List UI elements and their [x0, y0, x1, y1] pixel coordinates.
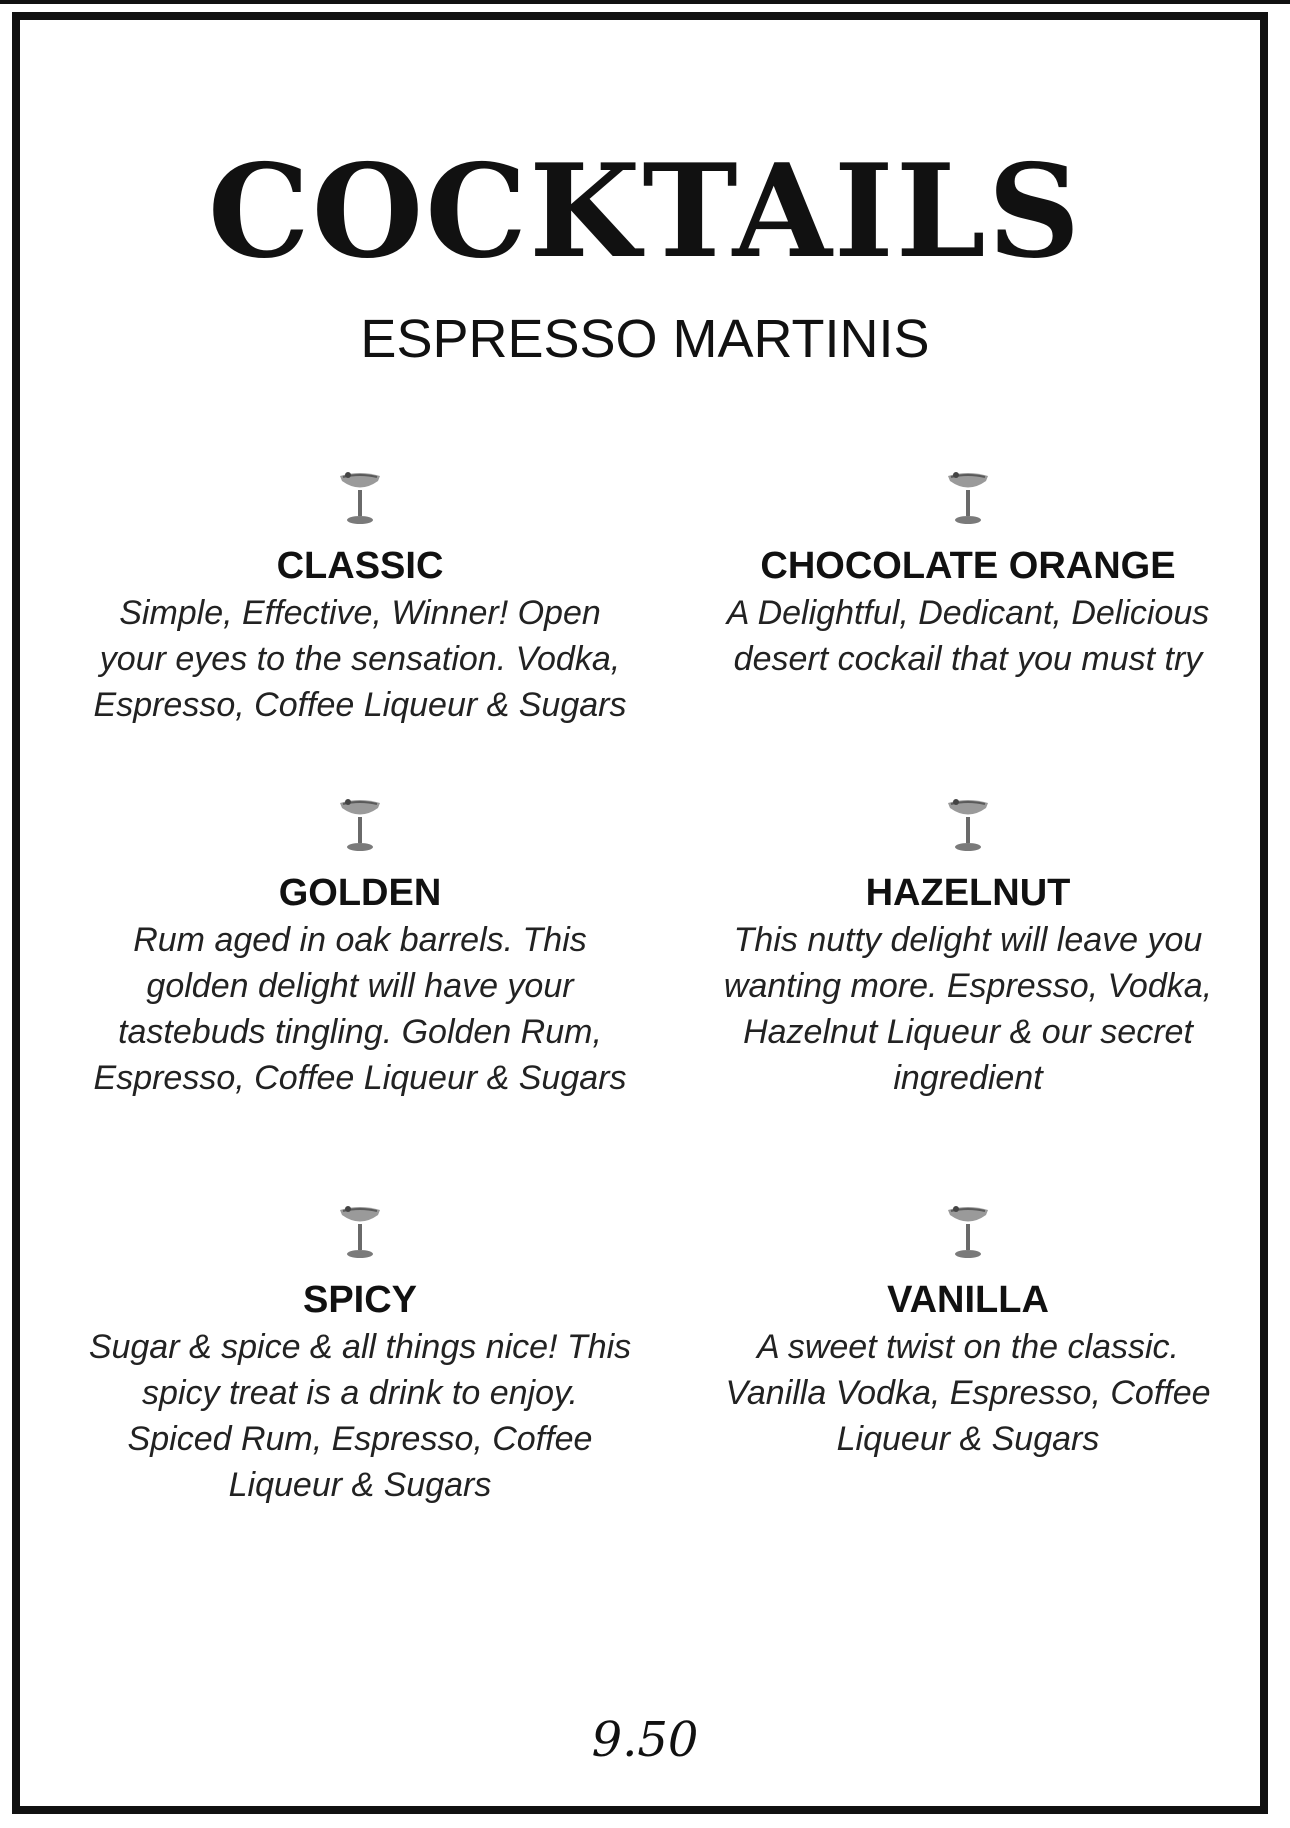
menu-item-vanilla: [668, 1202, 1268, 1462]
martini-glass-icon: [942, 1202, 994, 1264]
martini-glass-icon: [334, 795, 386, 857]
menu-item-spicy: [60, 1202, 660, 1508]
menu-item-description: This nutty delight will leave you wanting more. Espresso, Vodka, Hazelnut Liqueur & our secret ingredient: [723, 921, 1213, 1097]
martini-glass-icon: [334, 1202, 386, 1264]
menu-item-description: Rum aged in oak barrels. This golden delight will have your tastebuds tingling. Golden Rum, Espresso, Coffee Liqueur & Sugars: [93, 921, 627, 1097]
menu-item-name: VANILLA: [887, 1279, 1049, 1321]
top-rule: [0, 0, 1290, 4]
martini-glass-icon: [334, 468, 386, 530]
menu-item-description: A Delightful, Dedicant, Delicious desert cockail that you must try: [726, 594, 1210, 678]
menu-item-name: GOLDEN: [278, 872, 442, 914]
martini-glass-icon: [942, 468, 994, 530]
menu-price: 9.50: [591, 1712, 699, 1768]
menu-subtitle: ESPRESSO MARTINIS: [360, 309, 930, 369]
menu-item-description: Simple, Effective, Winner! Open your eyes to the sensation. Vodka, Espresso, Coffee Liqueur & Sugars: [93, 594, 627, 724]
menu-item-description: A sweet twist on the classic. Vanilla Vodka, Espresso, Coffee Liqueur & Sugars: [725, 1328, 1211, 1458]
menu-title: COCKTAILS: [207, 137, 1083, 287]
martini-glass-icon: [942, 795, 994, 857]
menu-item-description: Sugar & spice & all things nice! This spicy treat is a drink to enjoy. Spiced Rum, Espresso, Coffee Liqueur & Sugars: [88, 1328, 632, 1504]
menu-item-golden: [60, 795, 660, 1101]
menu-item-name: CLASSIC: [276, 545, 444, 587]
menu-item-hazelnut: [668, 795, 1268, 1101]
menu-item-classic: [60, 468, 660, 728]
menu-item-name: SPICY: [302, 1279, 418, 1321]
menu-item-name: HAZELNUT: [865, 872, 1071, 914]
menu-item-chocolate-orange: [668, 468, 1268, 682]
menu-item-name: CHOCOLATE ORANGE: [760, 545, 1176, 587]
